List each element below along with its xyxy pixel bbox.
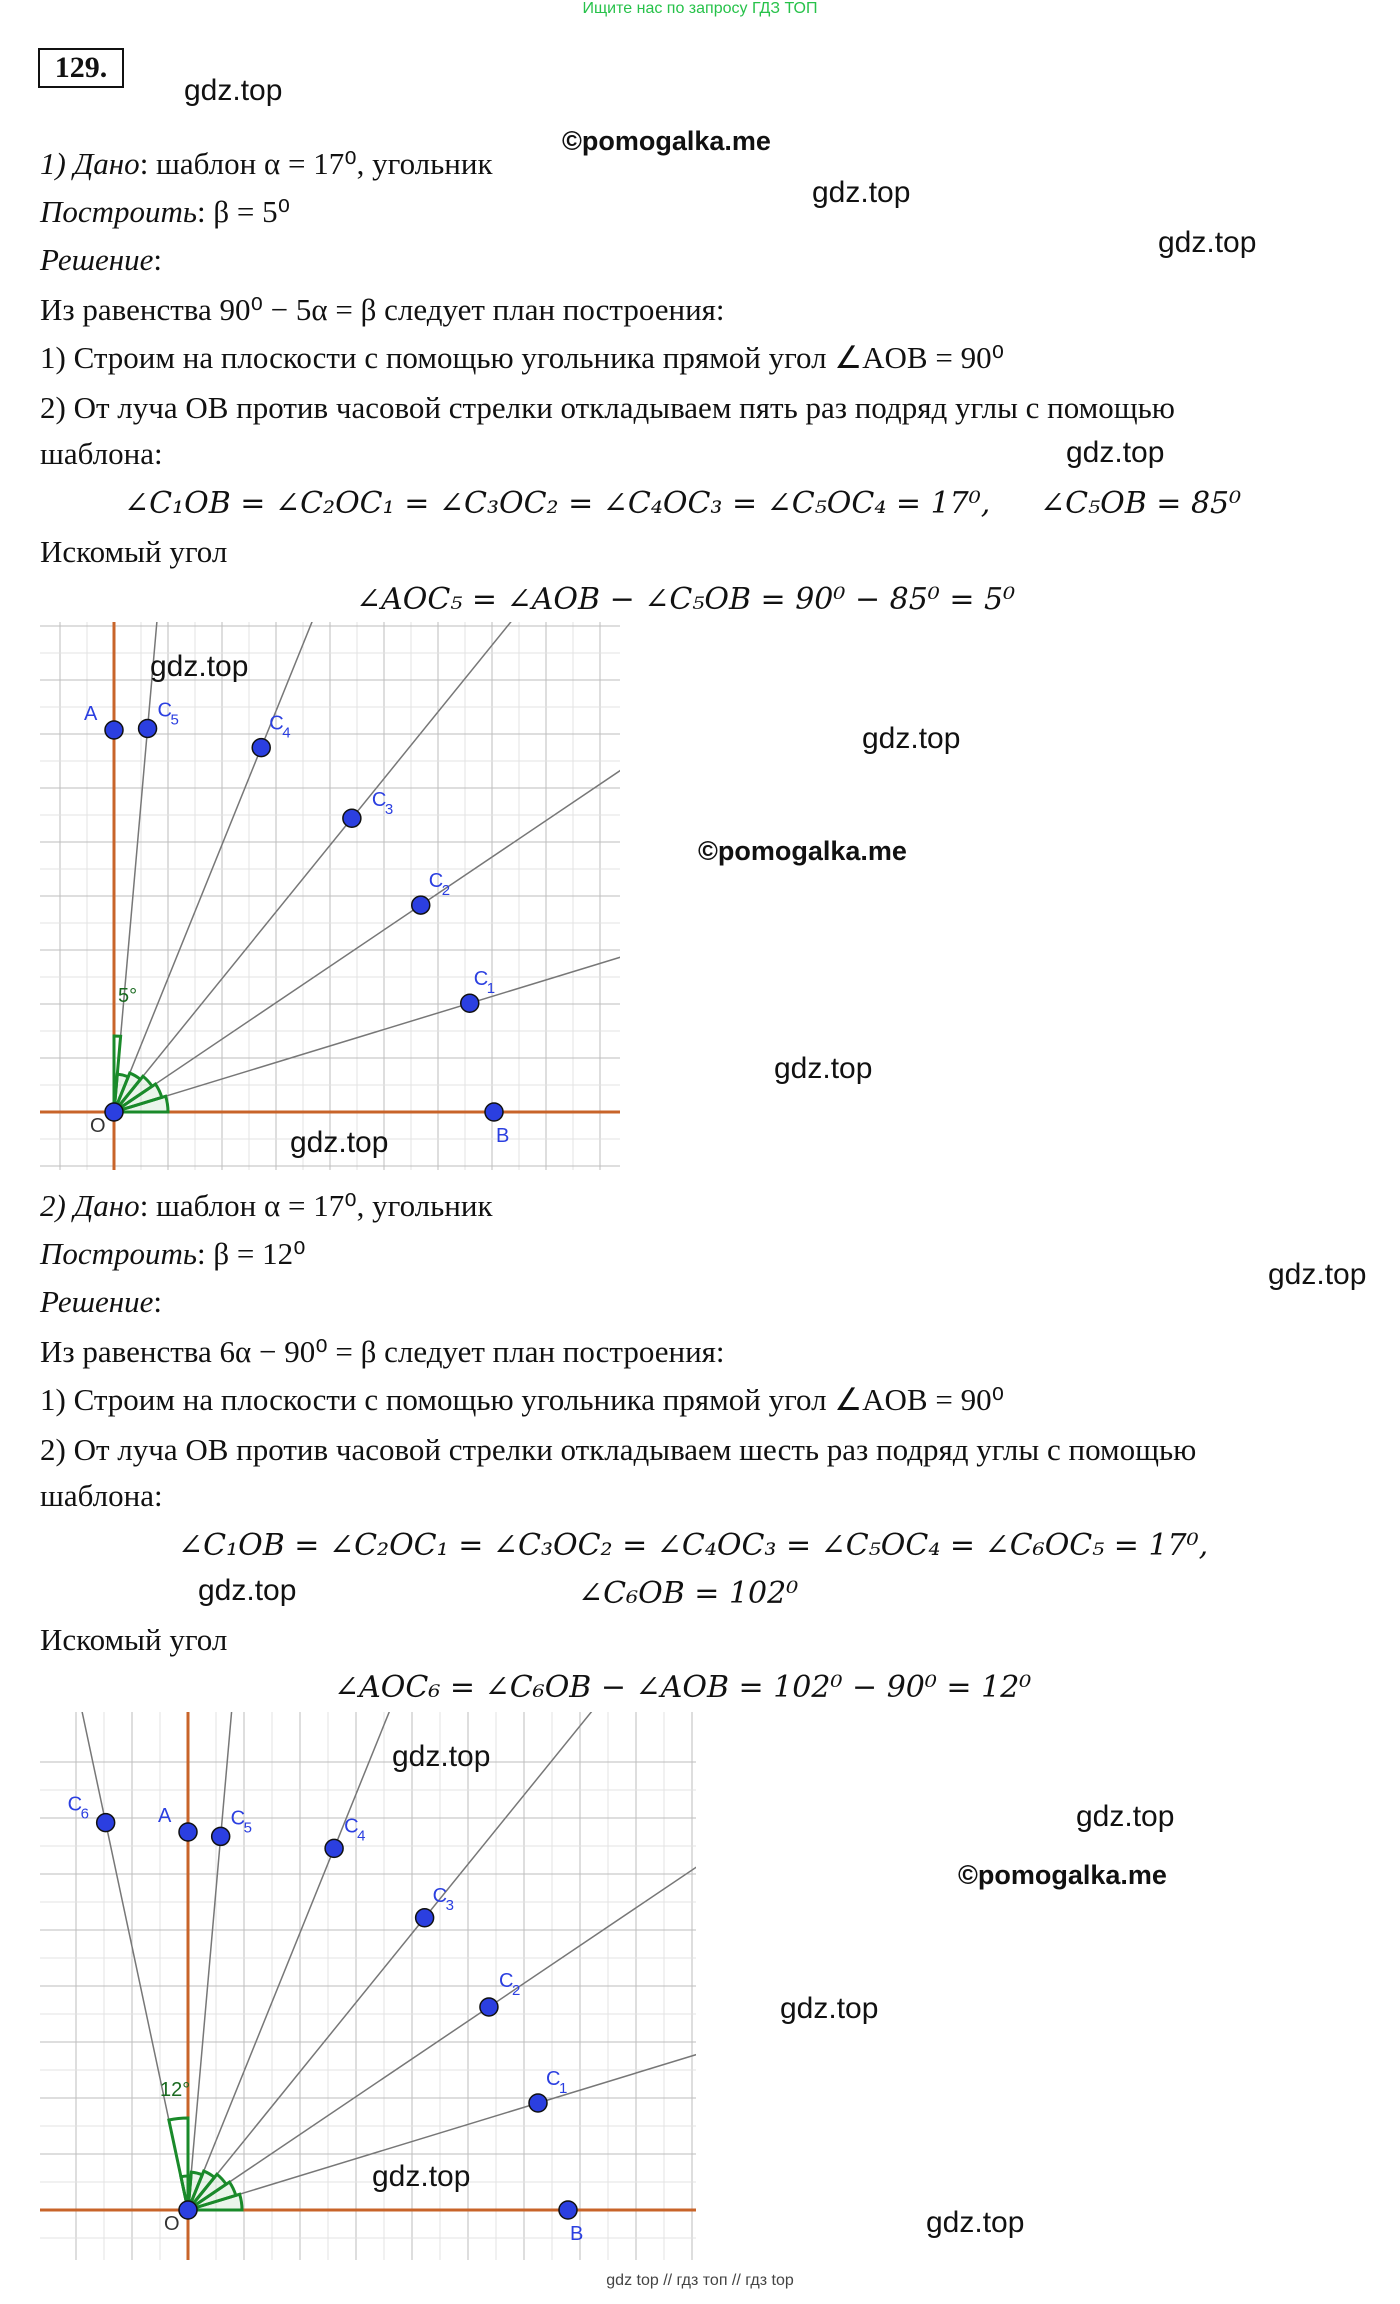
part1-step2b: шаблона: [40, 436, 163, 471]
figure2-diagram [40, 1712, 696, 2260]
part1-solution-label: Решение [40, 242, 154, 277]
point-C2 [412, 896, 430, 914]
watermark-gdz: gdz.top [290, 1126, 389, 1159]
part1-given [40, 144, 493, 184]
point-C5 [212, 1827, 230, 1845]
part2-given-text: : шаблон α = 17⁰, угольник [139, 1188, 493, 1223]
ray-C5 [188, 1712, 258, 2210]
label-C3: C [432, 1884, 448, 1907]
part2-solution-colon: : [153, 1284, 162, 1319]
label-A: A [84, 703, 98, 725]
label-C5-subscript: 5 [243, 1819, 253, 1837]
label-C1-subscript: 1 [486, 980, 496, 998]
watermark-gdz: gdz.top [372, 2160, 471, 2193]
part2-solution-label: Решение [40, 1284, 154, 1319]
angle-label: 12° [160, 2079, 191, 2101]
part2-sought: Искомый угол [40, 1622, 228, 1657]
part1-equality: ∠C₁OB = ∠C₂OC₁ = ∠C₃OC₂ = ∠C₄OC₃ = ∠C₅OC₄ = 17⁰, [124, 486, 991, 521]
label-A: A [158, 1805, 172, 1827]
problem-number: 129. [38, 48, 124, 88]
point-C1 [529, 2094, 547, 2112]
watermark-gdz: gdz.top [1076, 1800, 1175, 1833]
watermark-gdz: gdz.top [150, 650, 249, 683]
point-C4 [325, 1839, 343, 1857]
label-C1: C [546, 2067, 561, 2090]
point-C6 [97, 1814, 115, 1832]
part2-equality: ∠C₁OB = ∠C₂OC₁ = ∠C₃OC₂ = ∠C₄OC₃ = ∠C₅OC₄ = ∠C₆OC₅ = 17⁰, [178, 1528, 1209, 1563]
watermark-gdz: gdz.top [1268, 1258, 1367, 1291]
point-O [105, 1103, 123, 1121]
label-C2: C [498, 1970, 514, 1993]
label-C3-subscript: 3 [384, 801, 394, 819]
part1-given-text: : шаблон α = 17⁰, угольник [139, 146, 493, 181]
ray-C6 [40, 1712, 191, 2210]
point-B [485, 1103, 503, 1121]
part1-result: ∠AOC₅ = ∠AOB − ∠C₅OB = 90⁰ − 85⁰ = 5⁰ [356, 582, 1016, 617]
label-C6-subscript: 6 [80, 1805, 90, 1823]
footer-links[interactable]: gdz top // гдз топ // гдз top [606, 2272, 794, 2289]
label-O: O [164, 2213, 180, 2235]
point-C5 [139, 719, 157, 737]
ray-C4 [188, 1712, 491, 2210]
label-C5: C [230, 1807, 246, 1830]
point-C3 [416, 1909, 434, 1927]
part2-build [40, 1234, 306, 1274]
label-O: O [90, 1115, 106, 1137]
part2-plan: Из равенства 6α − 90⁰ = β следует план построения: [40, 1334, 725, 1369]
point-C4 [252, 739, 270, 757]
part1-solution-colon: : [153, 242, 162, 277]
part1-build-label: Построить [40, 194, 198, 229]
part2-result: ∠AOC₆ = ∠C₆OB − ∠AOB = 102⁰ − 90⁰ = 12⁰ [334, 1670, 1032, 1705]
watermark-gdz: gdz.top [184, 74, 283, 107]
label-B: B [496, 1125, 510, 1147]
part1-step2a: 2) От луча OB против часовой стрелки откладываем пять раз подряд углы с помощью [40, 390, 1175, 425]
angle-label: 5° [118, 985, 138, 1007]
watermark-pomogalka: ©pomogalka.me [562, 126, 771, 156]
part1-step1: 1) Строим на плоскости с помощью угольника прямой угол ∠AOB = 90⁰ [40, 340, 1004, 375]
part1-solution [40, 240, 162, 280]
part2-given-label: 2) Дано [40, 1188, 140, 1223]
point-A [179, 1823, 197, 1841]
watermark-gdz: gdz.top [1066, 436, 1165, 469]
point-C1 [461, 994, 479, 1012]
ray-C4 [114, 622, 414, 1112]
label-C2-subscript: 2 [441, 882, 451, 900]
label-C4-subscript: 4 [282, 724, 291, 742]
part1-build-text: : β = 5⁰ [197, 194, 291, 229]
watermark-pomogalka: ©pomogalka.me [698, 836, 907, 866]
part2-build-label: Построить [40, 1236, 198, 1271]
point-C2 [480, 1998, 498, 2016]
point-A [105, 721, 123, 739]
ray-C2 [114, 665, 620, 1112]
part1-given-label: 1) Дано [40, 146, 140, 181]
watermark-gdz: gdz.top [392, 1740, 491, 1773]
watermark-gdz: gdz.top [774, 1052, 873, 1085]
part2-build-text: : β = 12⁰ [197, 1236, 306, 1271]
watermark-gdz: gdz.top [862, 722, 961, 755]
label-C5-subscript: 5 [170, 711, 179, 729]
label-C3: C [371, 789, 387, 812]
label-C2-subscript: 2 [511, 1982, 521, 2000]
point-B [559, 2201, 577, 2219]
label-C1: C [473, 968, 489, 991]
watermark-gdz: gdz.top [812, 176, 911, 209]
watermark-gdz: gdz.top [926, 2206, 1025, 2239]
part2-equality2: ∠C₆OB = 102⁰ [578, 1576, 799, 1611]
ray-C3 [114, 622, 617, 1112]
part1-plan: Из равенства 90⁰ − 5α = β следует план построения: [40, 292, 725, 327]
label-C4: C [344, 1815, 359, 1838]
label-C5: C [157, 699, 173, 722]
figure1-diagram [40, 622, 620, 1170]
part1-sought: Искомый угол [40, 534, 228, 569]
point-O [179, 2201, 197, 2219]
part2-solution [40, 1282, 162, 1322]
label-C1-subscript: 1 [559, 2079, 568, 2097]
label-C4-subscript: 4 [357, 1827, 366, 1845]
part2-given [40, 1186, 493, 1226]
label-C6: C [67, 1793, 83, 1816]
watermark-pomogalka: ©pomogalka.me [958, 1860, 1167, 1890]
top-banner[interactable]: Ищите нас по запросу ГДЗ ТОП [582, 0, 818, 17]
part2-step1: 1) Строим на плоскости с помощью угольника прямой угол ∠AOB = 90⁰ [40, 1382, 1004, 1417]
part1-equality2: ∠C₅OB = 85⁰ [1040, 486, 1242, 521]
part1-build [40, 192, 290, 232]
ray-C1 [114, 878, 620, 1112]
point-C3 [343, 809, 361, 827]
label-C4: C [269, 712, 284, 735]
label-C3-subscript: 3 [445, 1896, 454, 1914]
angle-marker-beta [169, 2118, 188, 2210]
label-C2: C [428, 870, 444, 893]
watermark-gdz: gdz.top [780, 1992, 879, 2025]
watermark-gdz: gdz.top [1158, 226, 1257, 259]
part2-step2b: шаблона: [40, 1478, 163, 1513]
part2-step2a: 2) От луча OB против часовой стрелки откладываем шесть раз подряд углы с помощью [40, 1432, 1197, 1467]
watermark-gdz: gdz.top [198, 1574, 297, 1607]
label-B: B [570, 2223, 584, 2245]
